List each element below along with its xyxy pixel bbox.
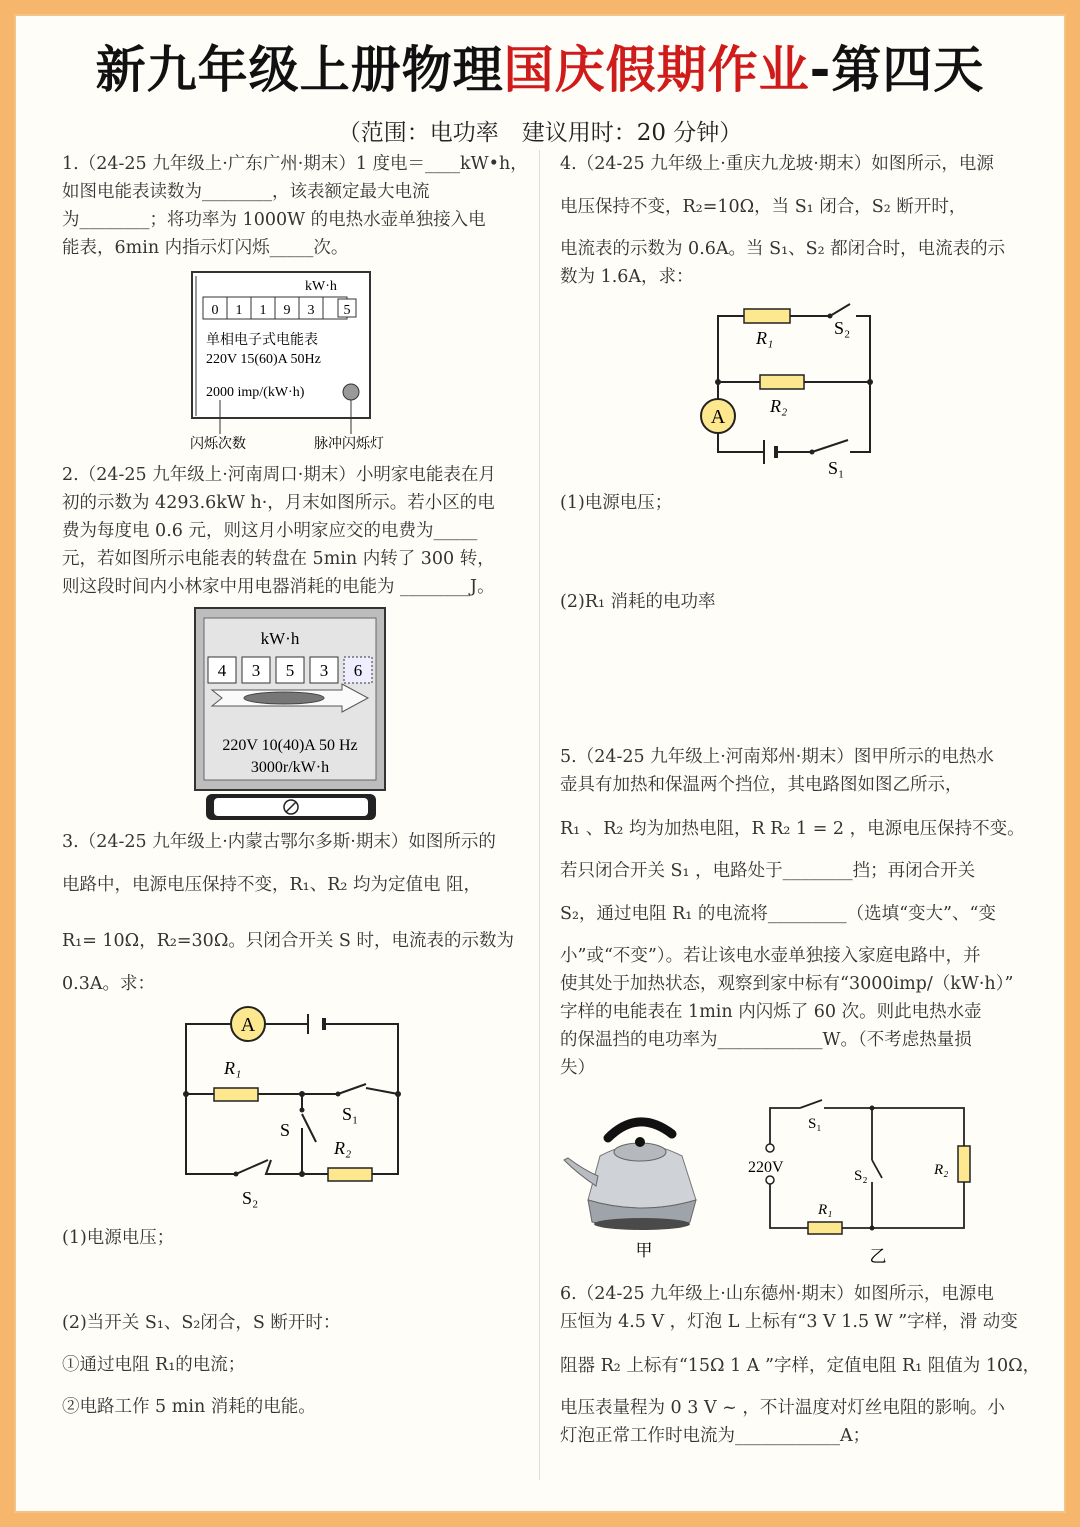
- kettle-base: [594, 1218, 690, 1230]
- q3-label-s1: S₁: [342, 1104, 359, 1124]
- q5-line-2: 壶具有加热和保温两个挡位，其电路图如图乙所示，: [560, 775, 963, 795]
- column-divider: [539, 150, 540, 1480]
- resistor-r1: [808, 1222, 842, 1234]
- q6-line-4: 电压表量程为 0 3 V ~ ，不计温度对灯丝电阻的影响。小: [560, 1398, 1005, 1418]
- q5-line-6: 小”或“不变”）。若让该电水壶单独接入家庭电路中，并: [560, 946, 981, 966]
- q5-fig-a-label: 甲: [635, 1241, 653, 1260]
- q4-label-s1: S₁: [828, 458, 845, 478]
- q5-label-s1: S₁: [808, 1116, 822, 1132]
- q5-line-8: 字样的电能表在 1min 内闪烁了 60 次。则此电热水壶: [560, 1002, 982, 1022]
- meter-digit: 1: [259, 303, 267, 318]
- q3-label-r1: R₁: [224, 1058, 242, 1078]
- q2-line-4: 元，若如图所示电能表的转盘在 5min 内转了 300 转，: [62, 549, 495, 569]
- q3-line-2: 电路中，电源电压保持不变，R₁、R₂ 均为定值电 阻，: [62, 875, 482, 895]
- q2-line-5: 则这段时间内小林家中用电器消耗的电能为 ________J。: [62, 577, 495, 597]
- q4-label-r1: R₁: [756, 328, 774, 348]
- q4-label-r2: R₂: [770, 396, 788, 416]
- q1-line-4: 能表，6min 内指示灯闪烁_____次。: [62, 238, 349, 258]
- q1-meter-name: 单相电子式电能表: [206, 333, 318, 348]
- terminal-icon: [766, 1176, 774, 1184]
- q3-label-r2: R₂: [334, 1138, 352, 1158]
- meter-digit: 3: [251, 661, 261, 680]
- q5-label-r1: R₁: [818, 1202, 833, 1218]
- q3-label-s2: S₂: [242, 1188, 259, 1208]
- q4-sub-2: (2)R₁ 消耗的电功率: [560, 592, 716, 612]
- ammeter-label: A: [240, 1014, 256, 1036]
- q3-sub-1: (1)电源电压；: [62, 1228, 175, 1248]
- q2-line-3: 费为每度电 0.6 元，则这月小明家应交的电费为_____: [62, 521, 478, 541]
- q5-line-7: 使其处于加热状态，观察到家中标有“3000imp/（kW·h）”: [560, 974, 1014, 994]
- rotating-disc-icon: [244, 692, 324, 704]
- q3-circuit-diagram: [176, 1004, 416, 1214]
- q1-meter-label-right: 脉冲闪烁灯: [314, 437, 384, 452]
- q4-label-s2: S₂: [834, 318, 851, 338]
- q5-label-voltage: 220V: [748, 1159, 784, 1176]
- resistor-r2: [760, 375, 804, 389]
- q3-sub-3: ①通过电阻 R₁的电流；: [62, 1355, 246, 1375]
- q2-meter-rev: 3000r/kW·h: [250, 759, 330, 776]
- q4-circuit-diagram: [700, 296, 890, 486]
- kettle-handle: [608, 1122, 672, 1138]
- title-part-2: -第四天: [809, 41, 985, 99]
- q1-line-1: 1.（24-25 九年级上·广东广州·期末）1 度电＝____kW•h，: [62, 154, 528, 174]
- q4-line-4: 数为 1.6A，求：: [560, 267, 694, 287]
- q3-line-3: R₁= 10Ω，R₂=30Ω。只闭合开关 S 时，电流表的示数为: [62, 931, 514, 951]
- meter-digit: 5: [343, 303, 351, 318]
- q3-line-4: 0.3A。求：: [62, 974, 155, 994]
- kettle-spout: [564, 1158, 598, 1186]
- q1-line-2: 如图电能表读数为________，该表额定最大电流: [62, 182, 430, 202]
- resistor-r1: [744, 309, 790, 323]
- q4-line-1: 4.（24-25 九年级上·重庆九龙坡·期末）如图所示，电源: [560, 154, 994, 174]
- ammeter-label: A: [710, 406, 726, 428]
- q1-meter-figure: [186, 268, 396, 458]
- q4-line-2: 电压保持不变，R₂=10Ω，当 S₁ 闭合，S₂ 断开时，: [560, 197, 967, 217]
- meter-digit: 6: [353, 661, 363, 680]
- q3-sub-2: (2)当开关 S₁、S₂闭合，S 断开时：: [62, 1313, 341, 1333]
- q5-line-1: 5.（24-25 九年级上·河南郑州·期末）图甲所示的电热水: [560, 747, 994, 767]
- q2-meter-figure: [192, 606, 392, 824]
- meter-digit: 9: [283, 303, 291, 318]
- q3-sub-4: ②电路工作 5 min 消耗的电能。: [62, 1397, 316, 1417]
- meter-digit: 0: [211, 303, 219, 318]
- q1-meter-unit: kW·h: [305, 279, 337, 294]
- meter-digit: 1: [235, 303, 243, 318]
- pulse-lamp-icon: [343, 384, 359, 400]
- meter-digit: 5: [285, 661, 295, 680]
- resistor-r2: [958, 1146, 970, 1182]
- kettle-knob-icon: [635, 1137, 645, 1147]
- meter-digit: 4: [217, 661, 227, 680]
- terminal-icon: [766, 1144, 774, 1152]
- meter-digit: 3: [307, 303, 315, 318]
- q5-circuit-diagram: [742, 1100, 982, 1270]
- title-highlight: 国庆假期作业: [503, 41, 810, 99]
- q5-kettle-figure: [560, 1104, 730, 1264]
- q6-line-3: 阻器 R₂ 上标有“15Ω 1 A ”字样，定值电阻 R₁ 阻值为 10Ω，: [560, 1356, 1041, 1376]
- q5-line-3: R₁ 、R₂ 均为加热电阻，R R₂ 1 = 2 ，电源电压保持不变。: [560, 819, 1025, 839]
- q2-meter-digits: [208, 657, 372, 683]
- q3-label-s: S: [280, 1120, 291, 1140]
- meter-digit: 3: [319, 661, 329, 680]
- resistor-r1: [214, 1088, 258, 1101]
- q1-meter-imp: 2000 imp/(kW·h): [206, 385, 305, 400]
- q6-line-2: 压恒为 4.5 V ，灯泡 L 上标有“3 V 1.5 W ”字样，滑 动变: [560, 1312, 1018, 1332]
- title-part-1: 新九年级上册物理: [95, 41, 504, 99]
- q1-meter-spec: 220V 15(60)A 50Hz: [206, 352, 321, 367]
- q6-line-1: 6.（24-25 九年级上·山东德州·期末）如图所示，电源电: [560, 1284, 994, 1304]
- q5-line-5: S₂，通过电阻 R₁ 的电流将_________（选填“变大”、“变: [560, 904, 996, 924]
- q5-line-10: 失）: [560, 1058, 595, 1078]
- q5-label-s2: S₂: [854, 1168, 868, 1184]
- q2-line-2: 初的示数为 4293.6kW h·，月末如图所示。若小区的电: [62, 493, 495, 513]
- q1-line-3: 为________；将功率为 1000W 的电热水壶单独接入电: [62, 210, 486, 230]
- q4-sub-1: (1)电源电压；: [560, 493, 673, 513]
- page-subtitle: （范围：电功率 建议用时：20 分钟）: [337, 120, 743, 146]
- q5-fig-b-label: 乙: [869, 1247, 887, 1266]
- q2-line-1: 2.（24-25 九年级上·河南周口·期末）小明家电能表在月: [62, 465, 496, 485]
- q1-meter-label-left: 闪烁次数: [190, 437, 246, 452]
- q1-meter-digits: [203, 297, 356, 319]
- q5-line-9: 的保温挡的电功率为____________W。（不考虑热量损: [560, 1030, 972, 1050]
- page-title: [0, 30, 1080, 102]
- resistor-r2: [328, 1168, 372, 1181]
- q2-meter-unit: kW·h: [260, 629, 300, 648]
- q5-line-4: 若只闭合开关 S₁ ，电路处于________挡；再闭合开关: [560, 861, 976, 881]
- q3-line-1: 3.（24-25 九年级上·内蒙古鄂尔多斯·期末）如图所示的: [62, 832, 496, 852]
- q2-meter-spec: 220V 10(40)A 50 Hz: [222, 737, 358, 754]
- q4-line-3: 电流表的示数为 0.6A。当 S₁、S₂ 都闭合时，电流表的示: [560, 239, 1006, 259]
- q6-line-5: 灯泡正常工作时电流为____________A；: [560, 1426, 871, 1446]
- q5-label-r2: R₂: [934, 1162, 949, 1178]
